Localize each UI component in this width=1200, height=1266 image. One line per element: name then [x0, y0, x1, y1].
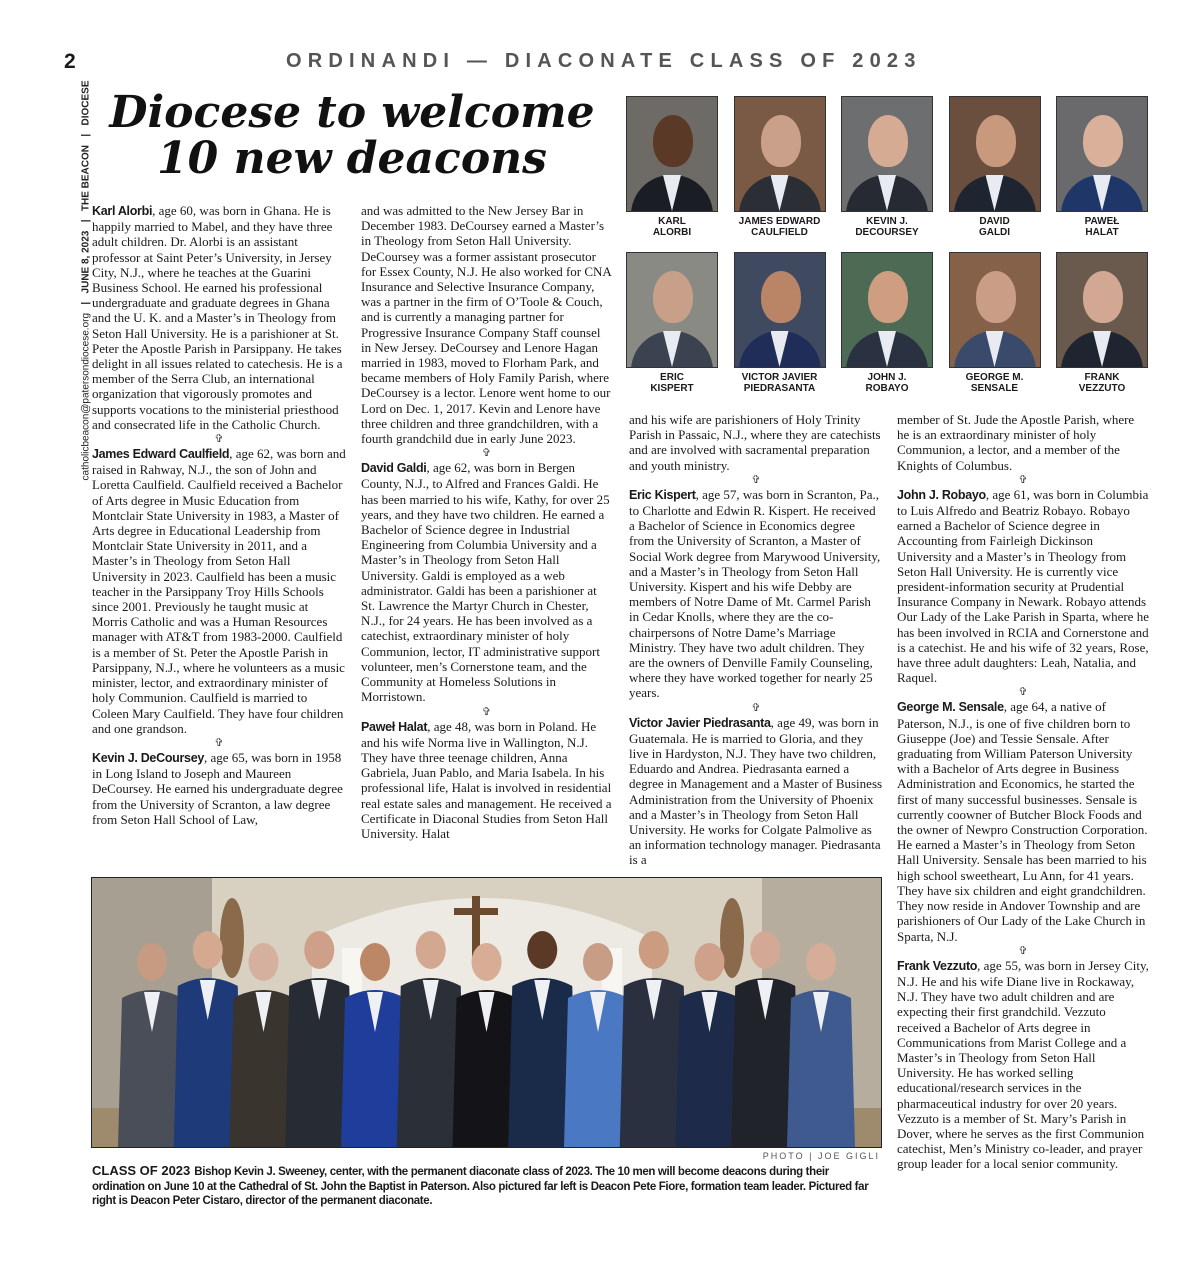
bio-name: Paweł Halat [361, 719, 428, 734]
portrait-photo [626, 252, 718, 368]
bio-halat [361, 719, 612, 842]
folio-separator-3: | [80, 133, 92, 137]
portrait-photo [1056, 96, 1148, 212]
bio-sensale [897, 699, 1149, 943]
portrait-cell [1056, 96, 1148, 238]
bio-piedrasanta-continued: member of St. Jude the Apostle Parish, where he is an extraordinary minister of holy Communion, a lector, and a member of the Knights of Columbus. [897, 412, 1135, 473]
folio-website: catholicbeacon@patersondiocese.org [80, 312, 92, 481]
portrait-caption [626, 372, 718, 394]
headline-line-1: Diocese to welcome [109, 87, 595, 138]
bio-name: Karl Alorbi [92, 204, 153, 218]
bio-caulfield [92, 446, 346, 736]
article-column-4 [897, 412, 1149, 1172]
bio-name: Frank Vezzuto [897, 958, 978, 973]
article-column-1 [92, 203, 346, 827]
portrait-cell [626, 252, 718, 394]
portrait-caption [841, 216, 933, 238]
bio-name: David Galdi [361, 461, 427, 476]
bio-text: , age 60, was born in Ghana. He is happily married to Mabel, and they have three adult children. Dr. Alorbi is an assistant professor at Saint Peter’s University, in Jersey City, N.J., where he teaches at the Guarini Business School. He earned his professional undergraduate and graduate degrees in Ghana and the U. K. and a Master’s in Theology from Seton Hall University. He is a parishioner at St. Peter the Apostle Parish in Parsippany. He takes delight in all issues related to catechesis. He is a member of the Serra Club, an international organization that vigorously promotes and supports vocations to the ministerial priesthood and consecrated life in the Catholic Church. [92, 203, 343, 432]
bio-kispert [629, 487, 883, 701]
bio-text: , age 65, was born in 1958 in Long Island to Joseph and Maureen DeCoursey. He earned his undergraduate degree from the University of Scranton, a law degree from Seton Hall School of Law, [92, 749, 343, 827]
cross-divider: ✞ [1018, 944, 1028, 957]
portrait-first-name: PAWEŁ [1084, 216, 1120, 227]
cross-divider: ✞ [751, 473, 761, 486]
folio-separator-2: | [80, 219, 92, 223]
folio-publication: THE BEACON [80, 145, 92, 212]
bio-name: Kevin J. DeCoursey [92, 750, 205, 765]
portrait-first-name: VICTOR JAVIER [741, 372, 818, 383]
portrait-last-name: VEZZUTO [1078, 383, 1126, 394]
portrait-caption [949, 216, 1041, 238]
cross-divider: ✞ [214, 736, 224, 749]
bio-text: , age 62, was born and raised in Rahway, N.J., the son of John and Loretta Caulfield. Caulfield received a Bachelor of Arts degree in Music Education from Montclair State University in 1983, a Master of Arts degree in Educational Leadership from Montclair State University in 2011, and a Master’s in Theology from Seton Hall University in 2023. Caulfield has been a music teacher in the Parsippany Troy Hills Schools since 2001. Previously he taught music at Morris Catholic and was a Human Resources manager with AT&T from 1983-2000. Caulfield is a member of St. Peter the Apostle Parish in Parsippany, N.J., where he volunteers as a music minister, lector, and extraordinary minister of holy Communion. Caulfield is married to Coleen Mary Caulfield. They have four children and one grandson. [92, 446, 346, 736]
portrait-last-name: CAULFIELD [751, 227, 808, 238]
bio-text: , age 61, was born in Columbia to Luis Alfredo and Beatriz Robayo. Robayo earned a Bachelor of Science degree in Accounting from Fairleigh Dickinson University and a Master’s in Theology from Seton Hall University. He is currently vice president-information security at Prudential Insurance Company in Newark. Robayo attends Our Lady of the Lake Parish in Sparta, where he has been involved in RCIA and Cornerstone and is a catechist. He and his wife of 32 years, Rose, have three adult daughters: Leah, Natalia, and Raquel. [897, 486, 1149, 686]
group-photo-illustration [92, 878, 881, 1147]
cross-divider: ✞ [481, 447, 492, 460]
section-header: ORDINANDI — DIACONATE CLASS OF 2023 [286, 50, 922, 72]
portrait-cell [626, 96, 718, 238]
cross-divider: ✞ [1018, 686, 1028, 699]
bio-name: Eric Kispert [629, 487, 696, 502]
portrait-photo [841, 96, 933, 212]
headline [92, 87, 612, 184]
cross-divider: ✞ [751, 701, 761, 714]
portrait-caption [734, 216, 826, 238]
bio-text: , age 57, was born in Scranton, Pa., to Charlotte and Edwin R. Kispert. He received a Bachelor of Science in Economics degree from the University of Scranton, a Master of Social Work degree from Marywood University, and a Master’s in Theology from Seton Hall University. Kispert and his wife Debby are members of Notre Dame of Mt. Carmel Parish in Cedar Knolls, where they are the co-chairpersons of Notre Dame’s Marriage Ministry. They have two adult children. They are the owners of Denville Family Counseling, where they have worked together for nearly 25 years. [629, 486, 881, 701]
portrait-last-name: HALAT [1085, 227, 1119, 238]
portrait-caption [841, 372, 933, 394]
portrait-photo [949, 252, 1041, 368]
portrait-last-name: PIEDRASANTA [743, 383, 816, 394]
bio-name: James Edward Caulfield [92, 447, 230, 462]
headline-line-2: 10 new deacons [157, 133, 547, 184]
portrait-cell [734, 252, 826, 394]
portrait-photo [734, 252, 826, 368]
bio-name: Victor Javier Piedrasanta [629, 715, 771, 730]
portrait-caption [1056, 372, 1148, 394]
portrait-first-name: KARL [658, 216, 686, 227]
bio-piedrasanta [629, 715, 883, 868]
portrait-first-name: JAMES EDWARD [738, 216, 821, 227]
portrait-last-name: ROBAYO [865, 383, 909, 394]
bio-robayo [897, 487, 1149, 686]
statue-left [220, 898, 244, 978]
portrait-last-name: DECOURSEY [855, 227, 919, 238]
portrait-photo [949, 96, 1041, 212]
page-number: 2 [64, 50, 76, 73]
portrait-photo [734, 96, 826, 212]
bio-name: George M. Sensale [897, 700, 1004, 715]
portrait-last-name: GALDI [978, 227, 1011, 238]
bio-text: , age 48, was born in Poland. He and his wife Norma live in Wallington, N.J. They have three teenage children, Anna Gabriela, Juan Pablo, and Maria Isabela. In his professional life, Halat is involved in residential real estate sales and management. He received a Certificate in Diaconal Studies from Seton Hall University. Halat [361, 718, 612, 841]
cross-divider: ✞ [481, 705, 492, 718]
bio-halat-continued: and his wife are parishioners of Holy Trinity Parish in Passaic, N.J., where they are catechists and are involved with sacramental preparation and youth ministry. [629, 412, 881, 473]
bio-text: , age 62, was born in Bergen County, N.J., to Alfred and Frances Galdi. He has been married to his wife, Kathy, for over 25 years, and they have two children. He earned a Bachelor of Science degree in Industrial Engineering from Columbia University and a Master’s in Theology from Seton Hall University. Galdi is employed as a web administrator. Galdi has been a parishioner at St. Lawrence the Martyr Church in Chester, N.J., for 24 years. He has been involved as a catechist, extraordinary minister of holy Communion, lector, IT administrative support volunteer, men’s Cornerstone team, and the Community at Homeless Solutions in Morristown. [361, 460, 610, 705]
folio-section: DIOCESE [80, 80, 92, 126]
portrait-first-name: KEVIN J. [866, 216, 908, 227]
folio-separator-1: | [80, 301, 92, 305]
photo-credit: PHOTO | JOE GIGLI [762, 1151, 880, 1161]
sidebar-folio [66, 80, 92, 545]
portrait-caption [626, 216, 718, 238]
portrait-first-name: GEORGE M. [965, 372, 1024, 383]
portrait-last-name: KISPERT [650, 383, 694, 394]
group-photo [91, 877, 882, 1148]
portrait-cell [734, 96, 826, 238]
portrait-caption [734, 372, 826, 394]
bio-galdi [361, 460, 612, 704]
bio-vezzuto [897, 958, 1149, 1172]
portrait-first-name: ERIC [660, 372, 684, 383]
photo-caption [92, 1164, 882, 1209]
portrait-first-name: FRANK [1084, 372, 1120, 383]
bio-text: , age 64, a native of Paterson, N.J., is one of five children born to Giuseppe (Joe) and Tessie Sensale. After graduating from William Paterson University with a Bachelor of Arts degree in Business Administration and Economics, he started the first of many successful businesses. Sensale is currently coowner of Butcher Block Foods and the owner of Newpro Construction Corporation. He earned a Master’s in Theology from Seton Hall University. Sensale has been married to his high school sweetheart, Lu Ann, for 41 years. They have six children and eight grandchildren. They now reside in Andover Township and are parishioners of Our Lady of the Lake Church in Sparta, N.J. [897, 699, 1148, 944]
portrait-cell [949, 96, 1041, 238]
bio-name: John J. Robayo [897, 487, 986, 502]
cross-divider: ✞ [214, 433, 224, 446]
folio-date: JUNE 8, 2023 [80, 230, 92, 294]
portrait-cell [841, 96, 933, 238]
bio-text: , age 49, was born in Guatemala. He is married to Gloria, and they live in Hardyston, N.J. They have two children, Eduardo and Andrea. Piedrasanta earned a degree in Management and a Master of Business Administration from the University of Phoenix and a Master’s in Theology from Seton Hall University. He works for Colgate Palmolive as an information technology manager. Piedrasanta is a [629, 714, 883, 868]
portrait-photo [626, 96, 718, 212]
portrait-first-name: JOHN J. [867, 372, 907, 383]
photo-caption-lead: CLASS OF 2023 [92, 1163, 191, 1178]
portrait-last-name: SENSALE [970, 383, 1019, 394]
cross-divider: ✞ [1018, 473, 1028, 486]
portrait-cell [1056, 252, 1148, 394]
portrait-last-name: ALORBI [652, 227, 692, 238]
portrait-caption [949, 372, 1041, 394]
portrait-caption [1056, 216, 1148, 238]
bio-text: , age 55, was born in Jersey City, N.J. He and his wife Diane live in Rockaway, N.J. They have two adult children and are expecting their first grandchild. Vezzuto received a Bachelor of Arts degree in Communications from Marist College and a Master’s in Theology from Seton Hall University. He has worked selling educational/research services in the pharmaceutical industry for over 20 years. Vezzuto is a member of St. Mary’s Parish in Dover, where he serves as the first Communion catechist, Men’s Ministry co-leader, and prayer group leader for a local senior community. [897, 957, 1149, 1172]
photo-caption-text: Bishop Kevin J. Sweeney, center, with the permanent diaconate class of 2023. The 10 men will become deacons during their ordination on June 10 at the Cathedral of St. John the Baptist in Paterson. Also pictured far left is Deacon Pete Fiore, formation team leader. Pictured far right is Deacon Peter Cistaro, director of the permanent diaconate. [92, 1166, 869, 1207]
article-column-2 [361, 203, 612, 841]
portrait-first-name: DAVID [979, 216, 1010, 227]
bio-decoursey [92, 750, 346, 827]
bio-decoursey-continued: and was admitted to the New Jersey Bar in December 1983. DeCoursey earned a Master’s in Theology from Seton Hall University. DeCoursey was a former assistant prosecutor for Essex County, N.J. He also worked for CNA Insurance and Selective Insurance Company, was a partner in the firm of O’Toole & Couch, and is currently a managing partner for Progressive Insurance Company Staff counsel in New Jersey. DeCoursey and Lenore Hagan married in 1983, moved to Florham Park, and became members of Holy Family Parish, where DeCoursey is a lector. Lenore went home to our Lord on Dec. 1, 2017. Kevin and Lenore have three children and three grandchildren, with a fourth grandchild due in early June 2023. [361, 203, 612, 447]
bio-alorbi [92, 203, 346, 432]
portrait-cell [949, 252, 1041, 394]
portrait-cell [841, 252, 933, 394]
article-column-3 [629, 412, 883, 868]
portrait-photo [841, 252, 933, 368]
portrait-photo [1056, 252, 1148, 368]
